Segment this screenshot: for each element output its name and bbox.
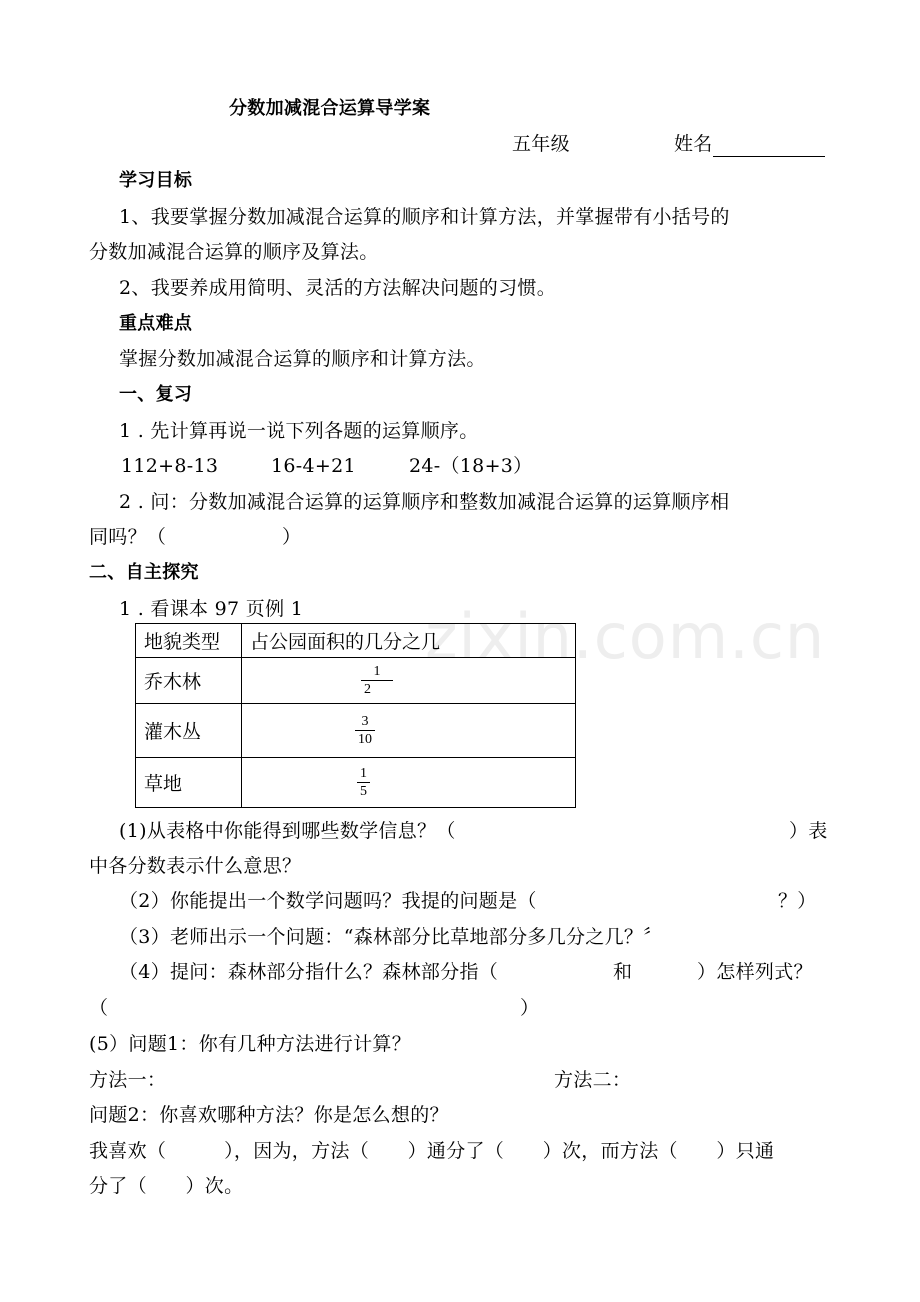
expression-3: 24-（18+3） bbox=[409, 455, 533, 477]
fraction bbox=[361, 663, 393, 698]
sub-question-2: （2）你能提出一个数学问题吗？我提的问题是（ bbox=[119, 890, 537, 912]
denominator: 2 bbox=[361, 680, 393, 698]
table-row bbox=[136, 658, 576, 704]
table-header-row bbox=[136, 624, 576, 658]
numerator: 1 bbox=[360, 766, 367, 781]
terrain-type: 乔木林 bbox=[136, 658, 242, 704]
table-row bbox=[136, 704, 576, 758]
fraction-cell bbox=[242, 758, 576, 808]
section-explore: 二、自主探究 bbox=[89, 562, 199, 583]
page-title: 分数加减混合运算导学案 bbox=[229, 98, 431, 119]
terrain-type: 草地 bbox=[136, 758, 242, 808]
preference-line-1: 我喜欢（ ），因为，方法（ ）通分了（ ）次，而方法（ ）只通 bbox=[89, 1140, 775, 1162]
denominator: 5 bbox=[357, 782, 370, 800]
name-label: 姓名 bbox=[674, 133, 713, 155]
numerator: 1 bbox=[373, 664, 381, 679]
fraction bbox=[355, 713, 375, 748]
table-row bbox=[136, 758, 576, 808]
review-question-1: 1 . 先计算再说一说下列各题的运算顺序。 bbox=[119, 420, 479, 442]
terrain-table bbox=[135, 623, 576, 808]
name-field bbox=[674, 131, 825, 157]
watermark: zixin.com.cn bbox=[425, 600, 826, 673]
expression-2: 16-4+21 bbox=[271, 455, 356, 477]
sub-question-4-close-paren: ） bbox=[520, 997, 540, 1019]
goal-1-line-2: 分数加减混合运算的顺序及算法。 bbox=[89, 241, 379, 263]
section-goals: 学习目标 bbox=[119, 170, 193, 191]
sub-question-1-line-2: 中各分数表示什么意思？ bbox=[89, 855, 302, 877]
method-1-label: 方法一： bbox=[89, 1069, 167, 1091]
review-question-2-line-2: 同吗？（ ） bbox=[89, 526, 302, 548]
preference-line-2: 分了（ ）次。 bbox=[89, 1175, 244, 1197]
fraction bbox=[357, 765, 370, 800]
grade-label: 五年级 bbox=[512, 133, 570, 155]
explore-question-1: 1 . 看课本 97 页例 1 bbox=[119, 598, 304, 620]
sub-question-2-end: ？） bbox=[778, 890, 817, 912]
question-2: 问题2：你喜欢哪种方法？你是怎么想的？ bbox=[89, 1104, 449, 1126]
numerator: 3 bbox=[361, 714, 369, 729]
goal-2: 2、我要养成用简明、灵活的方法解决问题的习惯。 bbox=[119, 277, 556, 299]
expression-1: 112+8-13 bbox=[121, 455, 219, 477]
denominator: 10 bbox=[355, 730, 375, 748]
table-header-cell: 地貌类型 bbox=[136, 624, 242, 658]
section-review: 一、复习 bbox=[119, 384, 193, 405]
name-blank bbox=[713, 136, 825, 157]
sub-question-4-and: 和 bbox=[613, 961, 633, 983]
table-header-cell: 占公园面积的几分之几 bbox=[242, 624, 576, 658]
sub-question-1-end: ）表 bbox=[789, 820, 828, 842]
goal-1-line-1: 1、我要掌握分数加减混合运算的顺序和计算方法，并掌握带有小括号的 bbox=[119, 206, 730, 228]
fraction-cell bbox=[242, 658, 576, 704]
terrain-type: 灌木丛 bbox=[136, 704, 242, 758]
review-question-2-line-1: 2 . 问：分数加减混合运算的运算顺序和整数加减混合运算的运算顺序相 bbox=[119, 491, 730, 513]
section-key-points: 重点难点 bbox=[119, 313, 193, 334]
sub-question-1-line-1: (1)从表格中你能得到哪些数学信息？（ bbox=[119, 820, 456, 842]
fraction-cell bbox=[242, 704, 576, 758]
key-points-text: 掌握分数加减混合运算的顺序和计算方法。 bbox=[119, 348, 486, 370]
sub-question-4: （4）提问：森林部分指什么？森林部分指（ bbox=[119, 961, 499, 983]
method-2-label: 方法二： bbox=[554, 1069, 632, 1091]
sub-question-5: (5）问题1：你有几种方法进行计算？ bbox=[89, 1033, 411, 1055]
sub-question-3: （3）老师出示一个问题：“森林部分比草地部分多几分之几？〞 bbox=[119, 926, 663, 948]
sub-question-4-end: ）怎样列式？ bbox=[697, 961, 813, 983]
sub-question-4-open-paren: （ bbox=[89, 997, 109, 1019]
